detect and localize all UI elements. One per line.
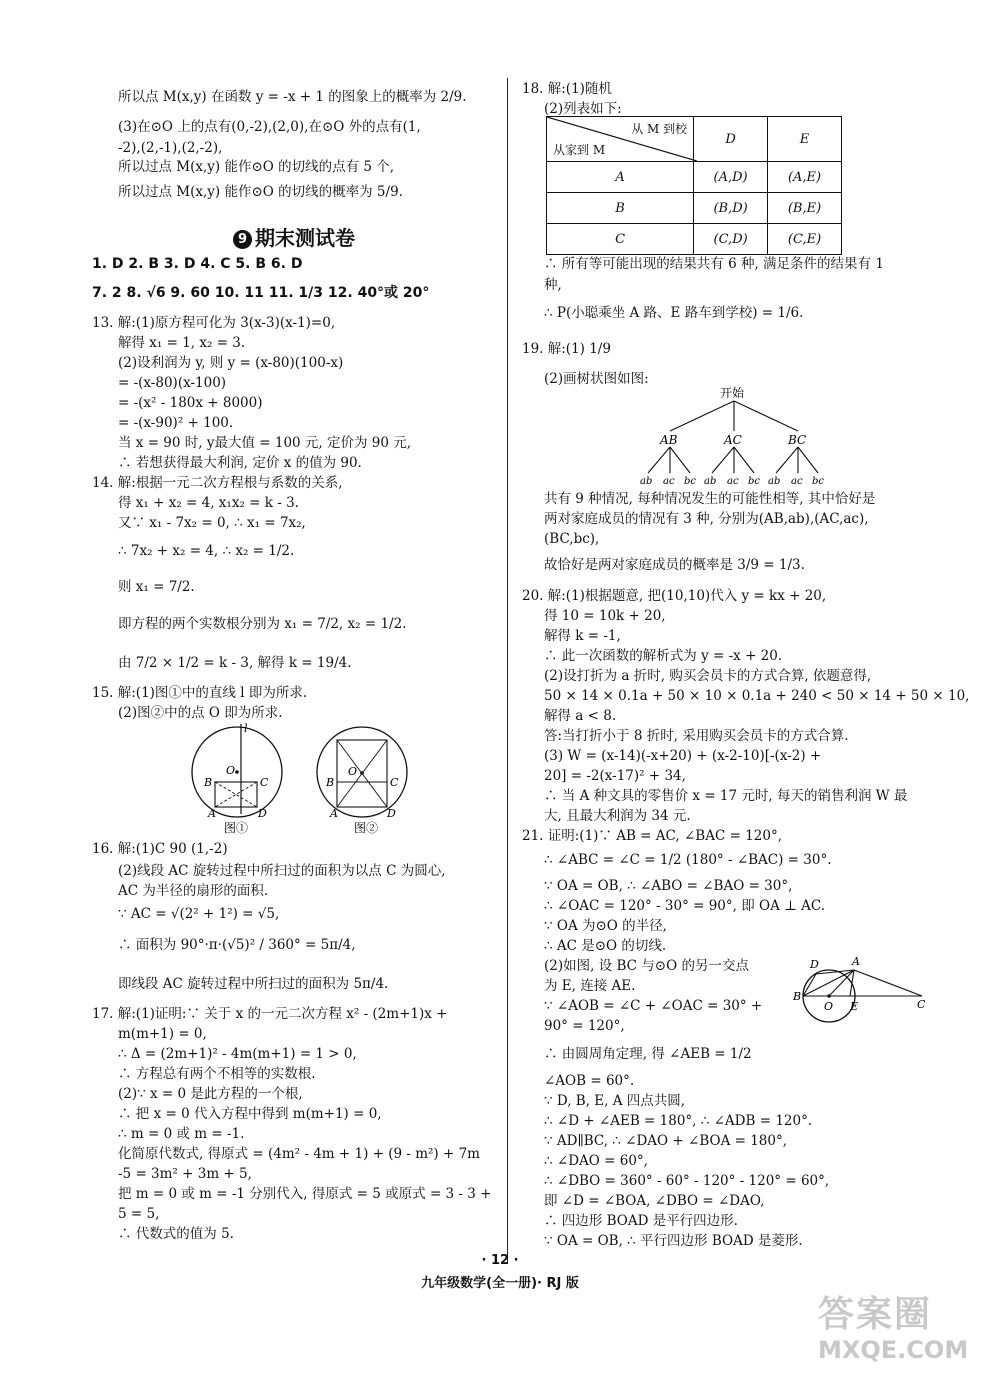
q20-line: (3) W = (x-14)(-x+20) + (x-2-10)[-(x-2) + — [544, 748, 822, 764]
q21-line: ∵ D, B, E, A 四点共圆, — [544, 1093, 686, 1109]
table-col-header: E — [768, 117, 842, 162]
q19-line: (BC,bc), — [544, 531, 600, 547]
q17-line: (2)∵ x = 0 是此方程的一个根, — [118, 1086, 303, 1102]
q21-line: 21. 证明:(1)∵ AB = AC, ∠BAC = 120°, — [522, 828, 782, 844]
page-number: · 12 · — [481, 1253, 519, 1268]
q19-line: 故恰好是两对家庭成员的概率是 3/9 = 1/3. — [544, 557, 805, 573]
q17-line: 5 = 5, — [118, 1206, 160, 1222]
q14-line: 即方程的两个实数根分别为 x₁ = 7/2, x₂ = 1/2. — [118, 616, 407, 632]
q21-line: ∴ ∠DBO = 360° - 60° - 120° - 120° = 60°, — [544, 1173, 830, 1189]
figure-2-caption: 图② — [354, 821, 379, 835]
q14-line: 由 7/2 × 1/2 = k - 3, 解得 k = 19/4. — [118, 655, 352, 671]
svg-text:C: C — [260, 776, 269, 789]
svg-text:B: B — [793, 990, 802, 1003]
q21-line: ∴ ∠D + ∠AEB = 180°, ∴ ∠ADB = 120°. — [544, 1113, 813, 1129]
q14-line: 得 x₁ + x₂ = 4, x₁x₂ = k - 3. — [118, 495, 299, 511]
q18-line: 18. 解:(1)随机 — [522, 81, 612, 97]
q16-line: ∵ AC = √(2² + 1²) = √5, — [118, 906, 280, 922]
tree-leaf: ac — [791, 476, 803, 485]
svg-text:C: C — [917, 998, 926, 1011]
section-title — [233, 222, 355, 251]
q20-line: 解得 k = -1, — [544, 628, 621, 644]
q17-line: ∴ Δ = (2m+1)² - 4m(m+1) = 1 > 0, — [118, 1046, 357, 1062]
q21-figure — [784, 950, 930, 1026]
q21-line: ∵ ∠AOB = ∠C + ∠OAC = 30° + — [544, 998, 763, 1014]
q19-line: 共有 9 种情况, 每种情况发生的可能性相等, 其中恰好是 — [544, 491, 876, 507]
q13-line: 13. 解:(1)原方程可化为 3(x-3)(x-1)=0, — [92, 315, 336, 331]
q21-line: ∴ AC 是⊙O 的切线. — [544, 938, 667, 954]
watermark-url: MXQE.COM — [818, 1336, 969, 1364]
q13-line: ∴ 若想获得最大利润, 定价 x 的值为 90. — [118, 455, 362, 471]
q13-line: = -(x-80)(x-100) — [118, 375, 227, 391]
q20-line: 20. 解:(1)根据题意, 把(10,10)代入 y = kx + 20, — [522, 588, 827, 604]
q21-line: 为 E, 连接 AE. — [544, 978, 636, 994]
tree-leaf: ab — [704, 476, 717, 485]
table-head-top: 从 M 到校 — [631, 122, 688, 136]
q18-table — [546, 116, 842, 255]
figure-2 — [317, 727, 407, 820]
q20-line: 得 10 = 10k + 20, — [544, 608, 666, 624]
q17-line: 把 m = 0 或 m = -1 分别代入, 得原式 = 5 或原式 = 3 - 3 + — [118, 1186, 492, 1202]
table-cell: (B,D) — [694, 193, 768, 224]
q18-line: ∴ P(小聪乘坐 A 路、E 路车到学校) = 1/6. — [544, 305, 804, 321]
q17-line: ∴ m = 0 或 m = -1. — [118, 1126, 245, 1142]
q14-line: ∴ 7x₂ + x₂ = 4, ∴ x₂ = 1/2. — [118, 543, 295, 559]
table-cell: (A,E) — [768, 162, 842, 193]
svg-text:O: O — [348, 765, 358, 778]
svg-text:D: D — [810, 958, 819, 971]
q13-line: (2)设利润为 y, 则 y = (x-80)(100-x) — [118, 355, 344, 371]
q20-line: (2)设打折为 a 折时, 购买会员卡的方式合算, 依题意得, — [544, 668, 872, 684]
q16-line: ∴ 面积为 90°·π·(√5)² / 360° = 5π/4, — [118, 937, 356, 953]
svg-text:B: B — [326, 776, 335, 789]
q14-line: 又∵ x₁ - 7x₂ = 0, ∴ x₁ = 7x₂, — [118, 515, 306, 531]
q21-line: ∵ OA 为⊙O 的半径, — [544, 918, 667, 934]
q19-line: 19. 解:(1) 1/9 — [522, 341, 611, 357]
q13-line: 解得 x₁ = 1, x₂ = 3. — [118, 335, 246, 351]
tree-leaf: bc — [812, 476, 825, 485]
q20-line: ∴ 此一次函数的解析式为 y = -x + 20. — [544, 648, 783, 664]
q20-line: 解得 a < 8. — [544, 708, 617, 724]
book-title: 九年级数学(全一册)· RJ 版 — [421, 1276, 579, 1291]
svg-text:D: D — [387, 807, 396, 820]
svg-text:E: E — [850, 1000, 859, 1013]
q17-line: ∴ 代数式的值为 5. — [118, 1226, 234, 1242]
q18-line: ∴ 所有等可能出现的结果共有 6 种, 满足条件的结果有 1 — [544, 256, 884, 272]
table-cell: (B,E) — [768, 193, 842, 224]
text-line: 所以过点 M(x,y) 能作⊙O 的切线的概率为 5/9. — [118, 184, 403, 200]
q17-line: m(m+1) = 0, — [118, 1026, 207, 1042]
q16-line: 16. 解:(1)C 90 (1,-2) — [92, 841, 228, 857]
q17-line: 化简原代数式, 得原式 = (4m² - 4m + 1) + (9 - m²) + 7m — [118, 1146, 480, 1162]
q20-line: 50 × 14 × 0.1a + 50 × 10 × 0.1a + 240 < 50 × 14 + 50 × 10, — [544, 688, 970, 704]
section-number-badge: 9 — [233, 230, 252, 249]
q19-line: (2)画树状图如图: — [544, 371, 649, 387]
q21-line: ∴ ∠OAC = 120° - 30° = 90°, 即 OA ⊥ AC. — [544, 898, 826, 914]
tree-leaf: ab — [640, 476, 653, 485]
text-line: 所以过点 M(x,y) 能作⊙O 的切线的点有 5 个, — [118, 159, 395, 175]
q20-line: 20] = -2(x-17)² + 34, — [544, 768, 686, 784]
q17-line: 17. 解:(1)证明:∵ 关于 x 的一元二次方程 x² - (2m+1)x + — [92, 1006, 448, 1022]
answers-mc-1: 1. D 2. B 3. D 4. C 5. B 6. D — [92, 256, 303, 272]
q13-line: = -(x-90)² + 100. — [118, 415, 234, 431]
svg-text:C: C — [390, 776, 399, 789]
q21-line: ∴ 由圆周角定理, 得 ∠AEB = 1/2 — [544, 1046, 752, 1062]
answers-mc-2: 7. 2 8. √6 9. 60 10. 11 11. 1/3 12. 40°或 20° — [92, 285, 430, 301]
q13-line: 当 x = 90 时, y最大值 = 100 元, 定价为 90 元, — [118, 435, 412, 451]
q20-line: 答:当打折小于 8 折时, 采用购买会员卡的方式合算. — [544, 728, 849, 744]
svg-text:O: O — [226, 764, 236, 777]
figure-1 — [192, 722, 282, 820]
watermark-logo: 答案圈 — [818, 1294, 933, 1335]
q17-line: ∴ 把 x = 0 代入方程中得到 m(m+1) = 0, — [118, 1106, 382, 1122]
text-line: -2),(2,-1),(2,-2), — [118, 140, 223, 156]
table-head-bottom: 从家到 M — [553, 143, 606, 157]
table-cell: (C,E) — [768, 224, 842, 255]
table-col-header: D — [694, 117, 768, 162]
q16-line: (2)线段 AC 旋转过程中所扫过的面积为以点 C 为圆心, — [118, 863, 446, 879]
q20-line: 大, 且最大利润为 34 元. — [544, 808, 691, 824]
table-row-label: A — [547, 162, 694, 193]
q16-line: AC 为半径的扇形的面积. — [118, 883, 269, 899]
tree-leaf: bc — [684, 476, 697, 485]
q18-line: (2)列表如下: — [544, 101, 622, 117]
tree-root: 开始 — [720, 386, 745, 400]
tree-leaf: ab — [768, 476, 781, 485]
svg-text:O: O — [824, 1000, 834, 1013]
text-line: 所以点 M(x,y) 在函数 y = -x + 1 的图象上的概率为 2/9. — [118, 89, 467, 105]
tree-node: AB — [660, 433, 678, 447]
q14-line: 则 x₁ = 7/2. — [118, 579, 195, 595]
table-cell: (C,D) — [694, 224, 768, 255]
q14-line: 14. 解:根据一元二次方程根与系数的关系, — [92, 475, 343, 491]
q18-line: 种, — [544, 277, 562, 293]
svg-text:D: D — [258, 807, 267, 820]
q15-line: (2)图②中的点 O 即为所求. — [118, 705, 283, 721]
table-row-label: B — [547, 193, 694, 224]
q16-line: 即线段 AC 旋转过程中所扫过的面积为 5π/4. — [118, 976, 389, 992]
q21-line: ∵ OA = OB, ∴ ∠ABO = ∠BAO = 30°, — [544, 878, 793, 894]
q21-line: ∴ 四边形 BOAD 是平行四边形. — [544, 1213, 738, 1229]
q21-line: ∴ ∠DAO = 60°, — [544, 1153, 648, 1169]
q21-line: ∴ ∠ABC = ∠C = 1/2 (180° - ∠BAC) = 30°. — [544, 852, 832, 868]
q21-line: ∠AOB = 60°. — [544, 1073, 635, 1089]
svg-text:B: B — [204, 776, 213, 789]
tree-node: BC — [788, 433, 807, 447]
tree-leaf: ac — [663, 476, 675, 485]
tree-leaf: bc — [748, 476, 761, 485]
table-cell: (A,D) — [694, 162, 768, 193]
text-line: (3)在⊙O 上的点有(0,-2),(2,0),在⊙O 外的点有(1, — [118, 119, 421, 135]
tree-diagram — [622, 385, 862, 485]
q21-line: ∵ AD∥BC, ∴ ∠DAO + ∠BOA = 180°, — [544, 1133, 788, 1149]
q17-line: -5 = 3m² + 3m + 5, — [118, 1166, 252, 1182]
q21-line: ∵ OA = OB, ∴ 平行四边形 BOAD 是菱形. — [544, 1233, 803, 1249]
table-row-label: C — [547, 224, 694, 255]
q15-figures — [188, 722, 428, 837]
q15-line: 15. 解:(1)图①中的直线 l 即为所求. — [92, 685, 308, 701]
svg-text:A: A — [330, 807, 338, 820]
figure-1-caption: 图① — [224, 821, 249, 835]
q20-line: ∴ 当 A 种文具的零售价 x = 17 元时, 每天的销售利润 W 最 — [544, 788, 908, 804]
q13-line: = -(x² - 180x + 8000) — [118, 395, 263, 411]
q17-line: ∴ 方程总有两个不相等的实数根. — [118, 1066, 316, 1082]
q19-line: 两对家庭成员的情况有 3 种, 分别为(AB,ab),(AC,ac), — [544, 511, 869, 527]
svg-text:A: A — [208, 807, 216, 820]
tree-node: AC — [724, 433, 742, 447]
svg-text:A: A — [852, 955, 860, 968]
svg-text:l: l — [244, 722, 248, 735]
column-divider — [507, 78, 508, 1263]
tree-leaf: ac — [727, 476, 739, 485]
table-header-diagonal — [547, 117, 694, 162]
q21-line: 90° = 120°, — [544, 1018, 625, 1034]
q21-line: (2)如图, 设 BC 与⊙O 的另一交点 — [544, 958, 749, 974]
section-title-text: 期末测试卷 — [255, 226, 355, 250]
q21-line: 即 ∠D = ∠BOA, ∠DBO = ∠DAO, — [544, 1193, 765, 1209]
